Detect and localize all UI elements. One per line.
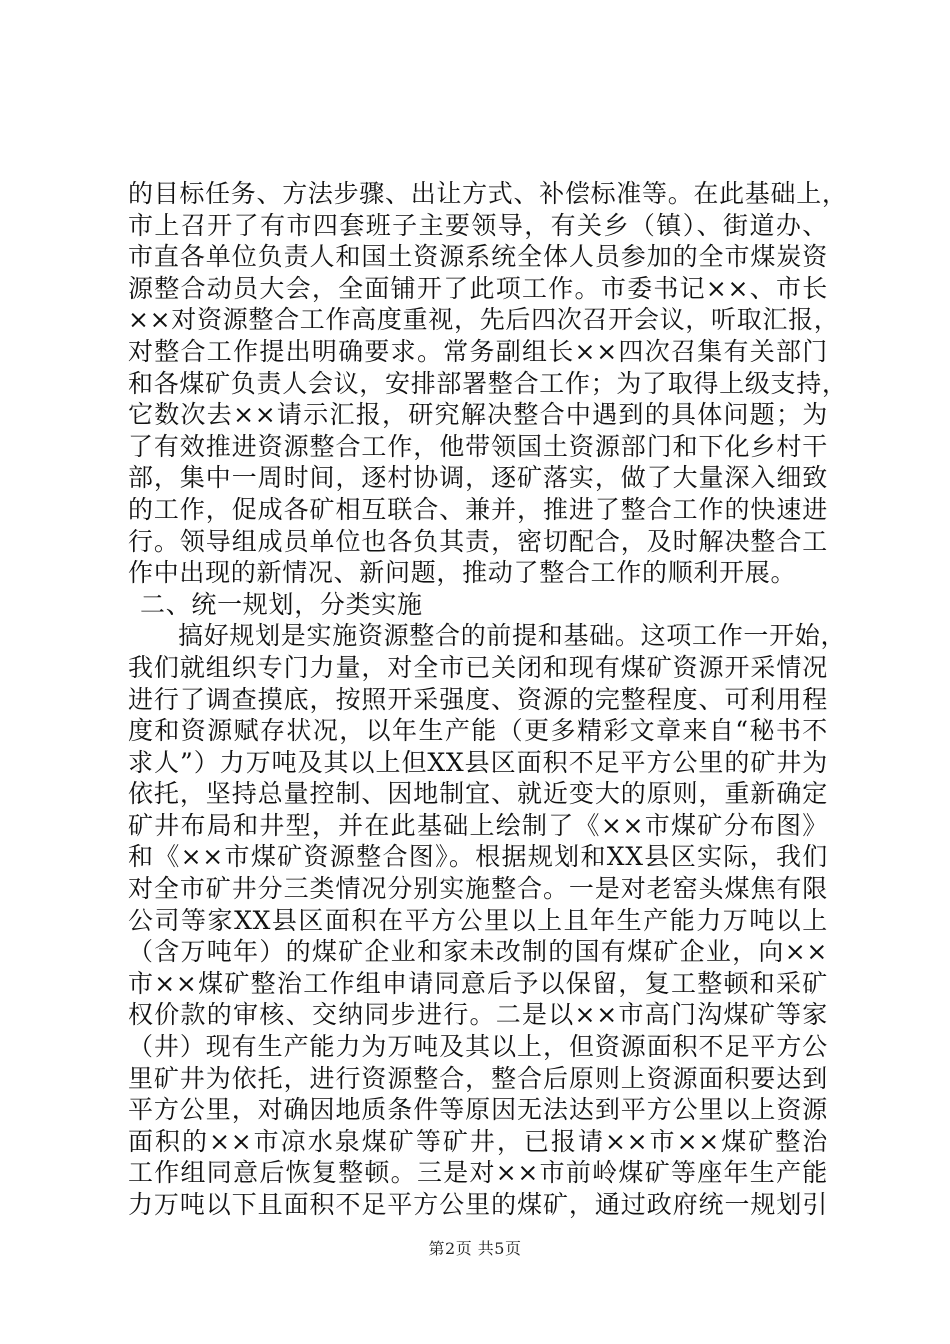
text-line: 进行了调查摸底，按照开采强度、资源的完整程度、可利用程 bbox=[128, 684, 828, 714]
text-line: 公司等家XX县区面积在平方公里以上且年生产能力万吨以上 bbox=[128, 905, 828, 935]
text-line: 权价款的审核、交纳同步进行。二是以××市高门沟煤矿等家 bbox=[128, 1000, 828, 1030]
text-line: ××对资源整合工作高度重视，先后四次召开会议，听取汇报， bbox=[128, 305, 840, 335]
text-line: 市直各单位负责人和国土资源系统全体人员参加的全市煤炭资 bbox=[128, 242, 828, 272]
text-line: 和《××市煤矿资源整合图》。根据规划和XX县区实际，我们 bbox=[128, 842, 828, 872]
text-line: （井）现有生产能力为万吨及其以上，但资源面积不足平方公 bbox=[128, 1032, 828, 1062]
text-line: 面积的××市凉水泉煤矿等矿井，已报请××市××煤矿整治 bbox=[128, 1126, 828, 1156]
text-line: 的目标任务、方法步骤、出让方式、补偿标准等。在此基础上， bbox=[128, 179, 848, 208]
text-line: 度和资源赋存状况，以年生产能（更多精彩文章来自“秘书不 bbox=[128, 716, 828, 746]
text-line: 工作组同意后恢复整顿。三是对××市前岭煤矿等座年生产能 bbox=[128, 1158, 828, 1188]
text-line: 矿井布局和井型，并在此基础上绘制了《××市煤矿分布图》 bbox=[128, 810, 828, 840]
text-line: 我们就组织专门力量，对全市已关闭和现有煤矿资源开采情况 bbox=[128, 652, 828, 682]
text-line: 求人”）力万吨及其以上但XX县区面积不足平方公里的矿井为 bbox=[128, 747, 828, 777]
text-line: 力万吨以下且面积不足平方公里的煤矿，通过政府统一规划引 bbox=[128, 1190, 828, 1219]
body-text bbox=[128, 178, 848, 1221]
text-line: 搞好规划是实施资源整合的前提和基础。这项工作一开始， bbox=[178, 621, 847, 651]
text-line: 源整合动员大会，全面铺开了此项工作。市委书记××、市长 bbox=[128, 273, 828, 303]
text-line: 对全市矿井分三类情况分别实施整合。一是对老窑头煤焦有限 bbox=[128, 874, 828, 904]
text-line: 部，集中一周时间，逐村协调，逐矿落实，做了大量深入细致 bbox=[128, 463, 828, 493]
text-line: 依托，坚持总量控制、因地制宜、就近变大的原则，重新确定 bbox=[128, 779, 828, 809]
text-line: 市××煤矿整治工作组申请同意后予以保留，复工整顿和采矿 bbox=[128, 968, 828, 998]
text-line: 市上召开了有市四套班子主要领导，有关乡（镇）、街道办、 bbox=[128, 210, 828, 240]
text-line: 的工作，促成各矿相互联合、兼并，推进了整合工作的快速进 bbox=[128, 494, 828, 524]
text-line: 里矿井为依托，进行资源整合，整合后原则上资源面积要达到 bbox=[128, 1063, 828, 1093]
text-line: 行。领导组成员单位也各负其责，密切配合，及时解决整合工 bbox=[128, 526, 828, 556]
text-line: 和各煤矿负责人会议，安排部署整合工作；为了取得上级支持， bbox=[128, 368, 848, 398]
text-line: 平方公里，对确因地质条件等原因无法达到平方公里以上资源 bbox=[128, 1095, 828, 1125]
text-line: 作中出现的新情况、新问题，推动了整合工作的顺利开展。 bbox=[128, 558, 797, 588]
text-line: 了有效推进资源整合工作，他带领国土资源部门和下化乡村干 bbox=[128, 431, 828, 461]
text-line: 对整合工作提出明确要求。常务副组长××四次召集有关部门 bbox=[128, 336, 828, 366]
page-footer: 第2页 共5页 bbox=[428, 1239, 522, 1258]
section-heading: 二、统一规划，分类实施 bbox=[140, 589, 423, 619]
text-line: （含万吨年）的煤矿企业和家未改制的国有煤矿企业，向×× bbox=[128, 937, 828, 967]
text-line: 它数次去××请示汇报，研究解决整合中遇到的具体问题；为 bbox=[128, 400, 828, 430]
